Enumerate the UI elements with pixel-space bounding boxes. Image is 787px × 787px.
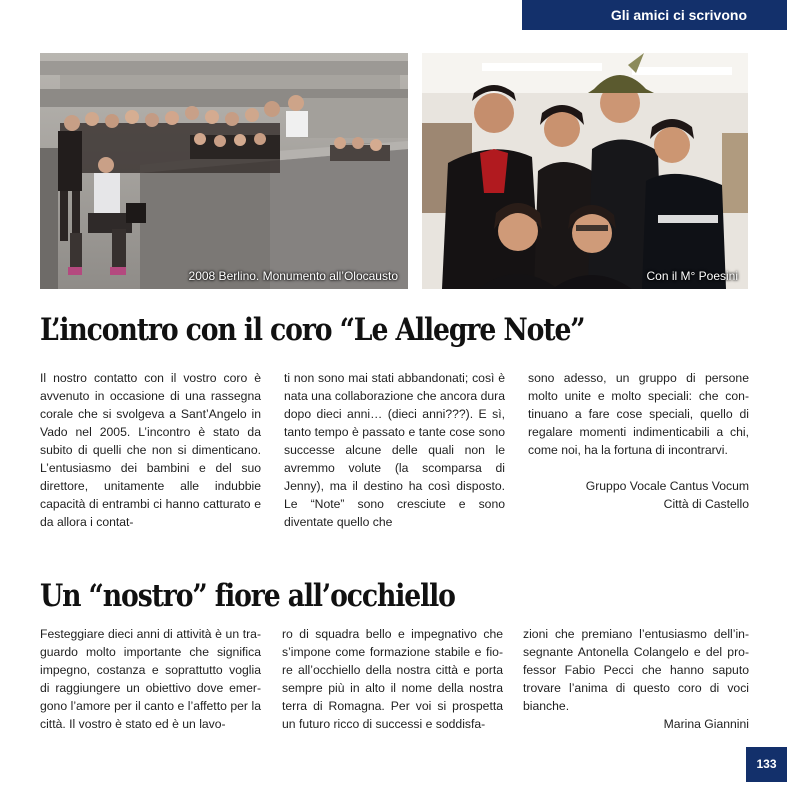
- article2-col3: [523, 625, 749, 733]
- article1-col1-text: Il nostro contatto con il vostro coro è avvenuto in occasione di una rassegna corale che si svolgeva a Sant’Angelo in Vado nel 2005. L’incontro è stato da subito di quelli che non si dimenticano. L’entusiasmo dei bambini e del suo direttore, unitamente alle indubbie capacità di entrambi ci hanno catturato e da allora i contat-: [40, 371, 261, 529]
- article1-col1: [40, 369, 261, 531]
- article1-signature-line1: Gruppo Vocale Cantus Vocum: [585, 479, 749, 493]
- article2-col1-text: Festeggiare dieci anni di attività è un traguardo molto importante che significa impegno, costanza e soprattutto voglia di raggiungere un obiettivo dove emergono l’amore per il canto e l’affetto per la città. Il vostro è stato ed è un lavo-: [40, 627, 261, 731]
- photo-caption-poesini: Con il M° Poesini: [646, 269, 738, 283]
- article1-col3: [528, 369, 749, 513]
- section-header: [522, 0, 787, 30]
- article2-title: Un “nostro” fiore all’occhiello: [40, 578, 455, 614]
- article2-col3-text: zioni che premiano l’entusiasmo dell’insegnante Antonella Colangelo e del professor Fabio Pecci che hanno saputo trovare l’anima di questo coro di voci bianche.: [523, 627, 749, 713]
- section-title: Gli amici ci scrivono: [610, 7, 747, 23]
- photo-caption-berlin: 2008 Berlino. Monumento all’Olocausto: [188, 269, 398, 283]
- article1-col2: [284, 369, 505, 531]
- article2-col2-text: ro di squadra bello e impegnativo che s’impone come formazione stabile e fiore all’occhiello della nostra città e porta sempre più in alto il nome della nostra terra di Romagna. Per voi si prospetta un futuro ricco di successi e soddisfa-: [282, 627, 503, 731]
- article1-col2-text: ti non sono mai stati abbandonati; così è nata una collaborazione che ancora dura dopo dieci anni… (dieci anni???). E sì, tanto tempo è passato e tante cose sono successe alcune delle quali non le avremmo volute (la scomparsa di Jenny), ma il destino ha così disposto. Le “Note” sono cresciute e sono diventate quello che: [284, 371, 505, 529]
- photo-maestro-poesini: [422, 53, 748, 289]
- article1-signature-line2: Città di Castello: [663, 497, 749, 511]
- page-number: 133: [746, 747, 787, 782]
- article2-col1: [40, 625, 261, 733]
- photo-berlin-memorial: [40, 53, 408, 289]
- article2-signature: Marina Giannini: [663, 717, 749, 731]
- article2-col2: [282, 625, 503, 733]
- article1-col3-text: sono adesso, un gruppo di persone molto unite e molto speciali: che continuano a fare cose speciali, quello di regalare momenti indimenticabili a chi, come noi, ha la fortuna di incontrarvi.: [528, 371, 749, 457]
- article1-title: L’incontro con il coro “Le Allegre Note”: [40, 312, 585, 348]
